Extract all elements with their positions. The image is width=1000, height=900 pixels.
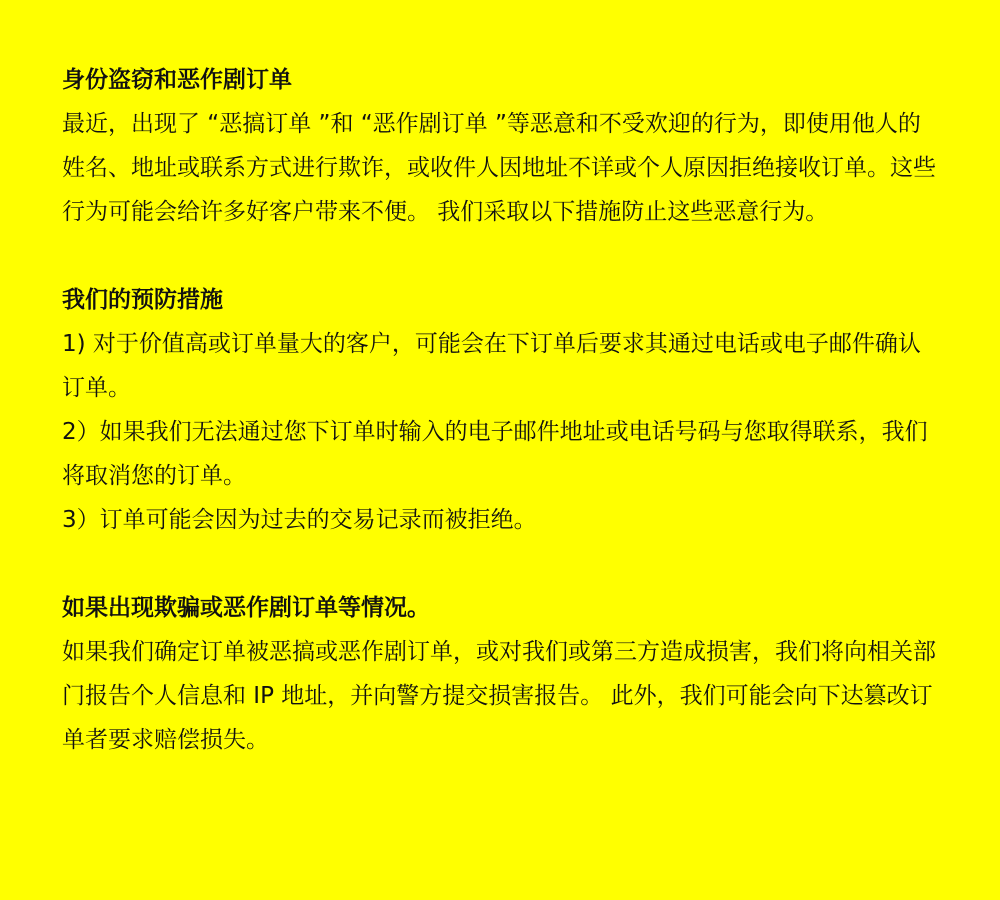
section-heading: 如果出现欺骗或恶作剧订单等情况。: [62, 595, 430, 621]
section-spacer: [62, 542, 938, 586]
prevention-measures-section: [62, 278, 938, 542]
section-spacer: [62, 234, 938, 278]
section-heading: 身份盗窃和恶作剧订单: [62, 67, 292, 93]
measure-item-3: 3）订单可能会因为过去的交易记录而被拒绝。: [62, 507, 537, 533]
section-heading: 我们的预防措施: [62, 287, 223, 313]
measure-item-2: 2）如果我们无法通过您下订单时输入的电子邮件地址或电话号码与您取得联系，我们将取消您的订单。: [62, 419, 928, 489]
measure-item-1: 1) 对于价值高或订单量大的客户，可能会在下订单后要求其通过电话或电子邮件确认订单。: [62, 331, 921, 401]
identity-theft-section: [62, 58, 938, 234]
section-paragraph: 最近，出现了 “恶搞订单 ”和 “恶作剧订单 ”等恶意和不受欢迎的行为，即使用他人的姓名、地址或联系方式进行欺诈，或收件人因地址不详或个人原因拒绝接收订单。这些行为可能会给许多好客户带来不便。 我们采取以下措施防止这些恶意行为。: [62, 111, 936, 225]
fraud-consequences-section: [62, 586, 938, 762]
section-paragraph: 如果我们确定订单被恶搞或恶作剧订单，或对我们或第三方造成损害，我们将向相关部门报告个人信息和 IP 地址，并向警方提交损害报告。 此外，我们可能会向下达篡改订单者要求赔偿损失。: [62, 639, 936, 753]
